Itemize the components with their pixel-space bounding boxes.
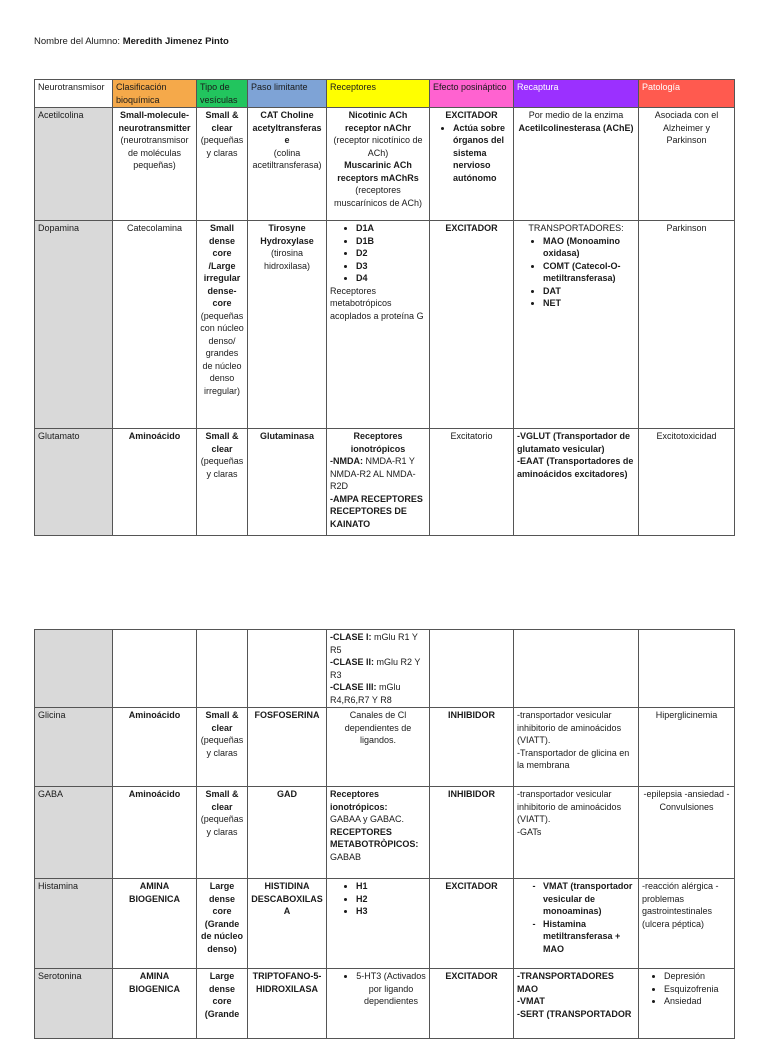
table-row-glicina <box>35 708 735 787</box>
cell-patologia: Hiperglicinemia <box>639 708 735 787</box>
cell-receptores <box>327 879 430 969</box>
cell-recaptura: -TRANSPORTADORES MAO -VMAT -SERT (TRANSPORTADOR <box>514 969 639 1039</box>
list-item: - Histamina metiltransferasa + MAO <box>543 918 635 956</box>
cell-patologia: Excitotoxicidad <box>639 429 735 536</box>
neurotransmitter-table-part2 <box>34 629 735 1039</box>
cell-clasificacion: Small-molecule-neurotransmitter (neurotransmisor de moléculas pequeñas) <box>113 108 197 221</box>
list-item: • MAO (Monoamino oxidasa) <box>543 235 635 260</box>
list-item: • Esquizofrenia <box>664 983 731 996</box>
cell-paso-limitante: CAT Choline acetyltransferase (colina acetiltransferasa) <box>248 108 327 221</box>
list-item: • H1 <box>356 880 426 893</box>
cell-paso-limitante <box>248 630 327 708</box>
cell-efecto: EXCITADOR <box>430 221 514 429</box>
list-item: • D3 <box>356 260 426 273</box>
cell-efecto: EXCITADOR <box>430 969 514 1039</box>
cell-patologia: Asociada con el Alzheimer y Parkinson <box>639 108 735 221</box>
list-item: • D1B <box>356 235 426 248</box>
cell-recaptura: -transportador vesicular inhibitorio de aminoácidos (VIATT). -GATs <box>514 787 639 879</box>
neurotransmitter-table-part1 <box>34 79 735 536</box>
cell-receptores: -CLASE I: mGlu R1 Y R5 -CLASE II: mGlu R2 Y R3 -CLASE III: mGlu R4,R6,R7 Y R8 <box>327 630 430 708</box>
cell-vesiculas: Small & clear (pequeñas y claras <box>197 708 248 787</box>
cell-clasificacion: AMINA BIOGENICA <box>113 969 197 1039</box>
cell-vesiculas: Large dense core (Grande de núcleo denso) <box>197 879 248 969</box>
cell-efecto: EXCITADOR <box>430 879 514 969</box>
cell-paso-limitante: Tirosyne Hydroxylase (tirosina hidroxilasa) <box>248 221 327 429</box>
cell-clasificacion: AMINA BIOGENICA <box>113 879 197 969</box>
header-paso-limitante: Paso limitante <box>248 80 327 108</box>
table-row-histamina <box>35 879 735 969</box>
student-label: Nombre del Alumno: <box>34 36 121 47</box>
list-item: • Depresión <box>664 970 731 983</box>
cell-recaptura: -transportador vesicular inhibitorio de aminoácidos (VIATT). -Transportador de glicina en la membrana <box>514 708 639 787</box>
list-item: - VMAT (transportador vesicular de monoaminas) <box>543 880 635 918</box>
cell-patologia: -epilepsia -ansiedad -Convulsiones <box>639 787 735 879</box>
list-item: • DAT <box>543 285 635 298</box>
cell-efecto <box>430 630 514 708</box>
cell-efecto: INHIBIDOR <box>430 708 514 787</box>
cell-recaptura: TRANSPORTADORES: • MAO (Monoamino oxidasa) • COMT (Catecol-O-metiltransferasa) • DAT • NET <box>514 221 639 429</box>
list-item: • H2 <box>356 893 426 906</box>
cell-efecto: INHIBIDOR <box>430 787 514 879</box>
cell-clasificacion: Aminoácido <box>113 429 197 536</box>
cell-patologia <box>639 969 735 1039</box>
cell-efecto: EXCITADOR • Actúa sobre órganos del sistema nervioso autónomo <box>430 108 514 221</box>
cell-receptores: Nicotinic ACh receptor nAChr (receptor nicotínico de ACh) Muscarinic ACh receptors mAChRs (receptores muscarínicos de ACh) <box>327 108 430 221</box>
table-row-acetilcolina <box>35 108 735 221</box>
cell-paso-limitante: GAD <box>248 787 327 879</box>
header-patologia: Patología <box>639 80 735 108</box>
header-vesiculas: Tipo de vesículas <box>197 80 248 108</box>
cell-paso-limitante: TRIPTOFANO-5-HIDROXILASA <box>248 969 327 1039</box>
list-item: • NET <box>543 297 635 310</box>
list-item: • D2 <box>356 247 426 260</box>
student-name-line <box>34 36 229 47</box>
table-row-gaba <box>35 787 735 879</box>
header-efecto: Efecto posináptico <box>430 80 514 108</box>
cell-efecto: Excitatorio <box>430 429 514 536</box>
cell-vesiculas: Small dense core /Large irregular dense-core (pequeñas con núcleo denso/ grandes de núcleo denso irregular) <box>197 221 248 429</box>
table-row-glutamato <box>35 429 735 536</box>
cell-name: Glutamato <box>35 429 113 536</box>
cell-recaptura <box>514 630 639 708</box>
header-receptores: Receptores <box>327 80 430 108</box>
cell-name: Dopamina <box>35 221 113 429</box>
cell-receptores: Receptores ionotrópicos -NMDA: NMDA-R1 Y NMDA-R2 AL NMDA-R2D -AMPA RECEPTORES RECEPTORES DE KAINATO <box>327 429 430 536</box>
list-item: • H3 <box>356 905 426 918</box>
cell-name: GABA <box>35 787 113 879</box>
header-row <box>35 80 735 108</box>
student-name: Meredith Jimenez Pinto <box>122 36 229 47</box>
cell-recaptura <box>514 879 639 969</box>
list-item: • D4 <box>356 272 426 285</box>
table-row-dopamina <box>35 221 735 429</box>
cell-name <box>35 630 113 708</box>
cell-receptores <box>327 969 430 1039</box>
cell-vesiculas: Large dense core (Grande <box>197 969 248 1039</box>
header-neurotransmisor: Neurotransmisor <box>35 80 113 108</box>
cell-paso-limitante: HISTIDINA DESCABOXILASA <box>248 879 327 969</box>
cell-receptores: Receptores ionotrópicos: GABAA y GABAC. RECEPTORES METABOTRÒPICOS: GABAB <box>327 787 430 879</box>
table-row-serotonina <box>35 969 735 1039</box>
cell-paso-limitante: FOSFOSERINA <box>248 708 327 787</box>
cell-name: Glicina <box>35 708 113 787</box>
cell-vesiculas: Small & clear (pequeñas y claras <box>197 787 248 879</box>
cell-vesiculas: Small & clear (pequeñas y claras <box>197 429 248 536</box>
cell-clasificacion <box>113 630 197 708</box>
cell-recaptura: -VGLUT (Transportador de glutamato vesicular) -EAAT (Transportadores de aminoácidos excitadores) <box>514 429 639 536</box>
list-item: • D1A <box>356 222 426 235</box>
cell-name: Acetilcolina <box>35 108 113 221</box>
list-item: • 5-HT3 (Activados por ligando dependientes <box>356 970 426 1008</box>
cell-paso-limitante: Glutaminasa <box>248 429 327 536</box>
cell-patologia: -reacción alérgica -problemas gastrointestinales (ulcera péptica) <box>639 879 735 969</box>
cell-vesiculas: Small & clear (pequeñas y claras <box>197 108 248 221</box>
cell-clasificacion: Aminoácido <box>113 708 197 787</box>
cell-clasificacion: Aminoácido <box>113 787 197 879</box>
table-row-glutamato-cont <box>35 630 735 708</box>
header-recaptura: Recaptura <box>514 80 639 108</box>
cell-patologia: Parkinson <box>639 221 735 429</box>
list-item: • Ansiedad <box>664 995 731 1008</box>
cell-receptores: Canales de Cl dependientes de ligandos. <box>327 708 430 787</box>
header-clasificacion: Clasificación bioquímica <box>113 80 197 108</box>
cell-patologia <box>639 630 735 708</box>
list-item: • COMT (Catecol-O-metiltransferasa) <box>543 260 635 285</box>
cell-receptores: • D1A • D1B • D2 • D3 • D4 Receptores metabotrópicos acoplados a proteína G <box>327 221 430 429</box>
cell-clasificacion: Catecolamina <box>113 221 197 429</box>
cell-name: Serotonina <box>35 969 113 1039</box>
cell-name: Histamina <box>35 879 113 969</box>
list-item: • Actúa sobre órganos del sistema nervioso autónomo <box>453 122 510 185</box>
cell-vesiculas <box>197 630 248 708</box>
cell-recaptura: Por medio de la enzima Acetilcolinesterasa (AChE) <box>514 108 639 221</box>
